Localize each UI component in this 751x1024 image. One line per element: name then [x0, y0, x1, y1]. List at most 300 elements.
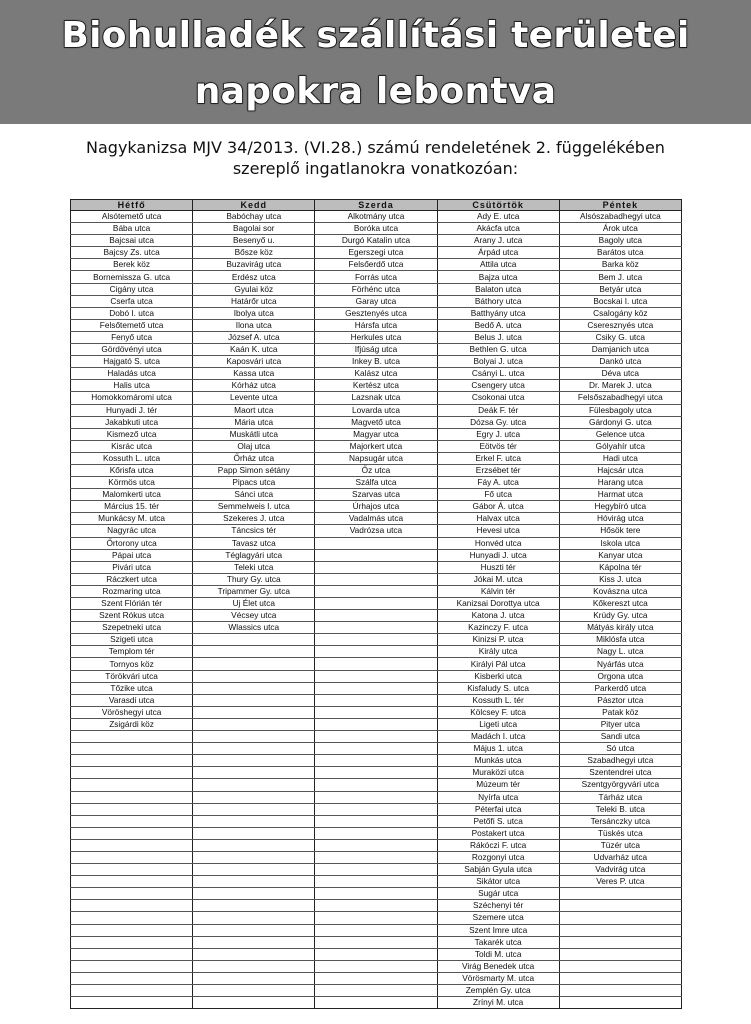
table-row [71, 791, 682, 803]
street-cell-tuesday: Semmelweis I. utca [193, 501, 315, 513]
street-cell-thursday: Kinizsi P. utca [437, 634, 559, 646]
street-cell-tuesday: Kaán K. utca [193, 344, 315, 356]
street-cell-wednesday: Herkules utca [315, 331, 437, 343]
street-cell-tuesday: Papp Simon sétány [193, 464, 315, 476]
street-cell-friday [559, 936, 681, 948]
street-cell-monday [71, 972, 193, 984]
table-row [71, 694, 682, 706]
street-cell-friday: Sandi utca [559, 731, 681, 743]
street-cell-wednesday [315, 851, 437, 863]
street-cell-wednesday: Inkey B. utca [315, 356, 437, 368]
table-row [71, 839, 682, 851]
street-cell-wednesday: Felsőerdő utca [315, 259, 437, 271]
street-cell-thursday: Széchenyi tér [437, 900, 559, 912]
street-cell-tuesday [193, 936, 315, 948]
intro-text-line-2: szereplő ingatlanokra vonatkozóan: [232, 159, 519, 178]
street-cell-thursday: Fő utca [437, 489, 559, 501]
street-cell-thursday: Bajza utca [437, 271, 559, 283]
street-cell-wednesday [315, 658, 437, 670]
street-cell-wednesday: Napsugár utca [315, 452, 437, 464]
street-cell-thursday: Múzeum tér [437, 779, 559, 791]
street-cell-thursday: Szent Imre utca [437, 924, 559, 936]
column-header-monday: Hétfő [71, 200, 193, 211]
street-cell-tuesday: Thury Gy. utca [193, 573, 315, 585]
street-cell-friday: Szabadhegyi utca [559, 755, 681, 767]
street-cell-wednesday [315, 997, 437, 1009]
street-cell-tuesday: Pipacs utca [193, 477, 315, 489]
street-cell-wednesday [315, 537, 437, 549]
street-cell-tuesday: Besenyő u. [193, 235, 315, 247]
street-cell-tuesday: Muskátli utca [193, 428, 315, 440]
street-cell-monday: Felsőtemető utca [71, 319, 193, 331]
table-row [71, 211, 682, 223]
street-cell-wednesday: Vadalmás utca [315, 513, 437, 525]
street-cell-friday: Kanyar utca [559, 549, 681, 561]
street-cell-thursday: Akácfa utca [437, 223, 559, 235]
street-cell-monday: Törökvári utca [71, 670, 193, 682]
street-cell-monday: Szigeti utca [71, 634, 193, 646]
street-cell-tuesday [193, 960, 315, 972]
street-cell-friday: Tüskés utca [559, 827, 681, 839]
street-cell-thursday: Kölcsey F. utca [437, 706, 559, 718]
street-cell-thursday: Király utca [437, 646, 559, 658]
street-cell-thursday: Kanizsai Dorottya utca [437, 598, 559, 610]
street-cell-thursday: Batthyány utca [437, 307, 559, 319]
street-cell-thursday: Balaton utca [437, 283, 559, 295]
table-row [71, 549, 682, 561]
street-cell-wednesday [315, 598, 437, 610]
street-cell-monday: Cigány utca [71, 283, 193, 295]
street-cell-tuesday: Vécsey utca [193, 610, 315, 622]
street-cell-thursday: Május 1. utca [437, 743, 559, 755]
table-row [71, 997, 682, 1009]
street-cell-wednesday [315, 682, 437, 694]
street-cell-wednesday [315, 779, 437, 791]
street-cell-friday: Só utca [559, 743, 681, 755]
table-row [71, 622, 682, 634]
street-cell-tuesday [193, 839, 315, 851]
street-cell-monday [71, 803, 193, 815]
table-row [71, 380, 682, 392]
street-cell-monday [71, 851, 193, 863]
street-cell-friday: Patak köz [559, 706, 681, 718]
street-cell-friday: Parkerdő utca [559, 682, 681, 694]
column-header-friday: Péntek [559, 200, 681, 211]
table-row [71, 827, 682, 839]
street-cell-friday [559, 948, 681, 960]
street-cell-monday [71, 743, 193, 755]
street-cell-thursday: Erkel F. utca [437, 452, 559, 464]
street-cell-friday: Gólyahír utca [559, 440, 681, 452]
street-cell-friday: Iskola utca [559, 537, 681, 549]
street-cell-thursday: Péterfai utca [437, 803, 559, 815]
street-cell-monday: Kossuth L. utca [71, 452, 193, 464]
street-cell-thursday: Ady E. utca [437, 211, 559, 223]
table-row [71, 223, 682, 235]
street-cell-monday: Fenyő utca [71, 331, 193, 343]
street-cell-tuesday: Táncsics tér [193, 525, 315, 537]
street-cell-wednesday: Vadrózsa utca [315, 525, 437, 537]
street-cell-thursday: Jókai M. utca [437, 573, 559, 585]
table-row [71, 428, 682, 440]
street-cell-friday: Bem J. utca [559, 271, 681, 283]
table-row [71, 900, 682, 912]
street-cell-tuesday: Olaj utca [193, 440, 315, 452]
street-cell-thursday: Csányi L. utca [437, 368, 559, 380]
street-cell-tuesday: Uj Élet utca [193, 598, 315, 610]
table-row [71, 464, 682, 476]
street-cell-tuesday: Kórház utca [193, 380, 315, 392]
street-cell-thursday: Eötvös tér [437, 440, 559, 452]
street-cell-tuesday: Kassa utca [193, 368, 315, 380]
street-cell-tuesday: Téglagyári utca [193, 549, 315, 561]
street-cell-tuesday [193, 888, 315, 900]
table-row [71, 779, 682, 791]
street-cell-monday [71, 876, 193, 888]
street-cell-wednesday [315, 839, 437, 851]
street-cell-friday: Dankó utca [559, 356, 681, 368]
table-row [71, 803, 682, 815]
street-cell-tuesday [193, 767, 315, 779]
street-cell-friday: Szentendrei utca [559, 767, 681, 779]
street-cell-friday: Veres P. utca [559, 876, 681, 888]
table-row [71, 864, 682, 876]
street-cell-friday: Orgona utca [559, 670, 681, 682]
street-cell-thursday: Rákóczi F. utca [437, 839, 559, 851]
street-cell-thursday: Hevesi utca [437, 525, 559, 537]
street-cell-monday: Munkácsy M. utca [71, 513, 193, 525]
table-row [71, 295, 682, 307]
street-cell-wednesday [315, 864, 437, 876]
table-row [71, 331, 682, 343]
street-cell-friday: Hősök tere [559, 525, 681, 537]
street-cell-monday: Pivári utca [71, 561, 193, 573]
street-cell-friday: Krúdy Gy. utca [559, 610, 681, 622]
street-cell-tuesday [193, 900, 315, 912]
table-row [71, 513, 682, 525]
street-cell-tuesday [193, 972, 315, 984]
street-cell-tuesday [193, 646, 315, 658]
table-row [71, 477, 682, 489]
page-title-line-1: Biohulladék szállítási területei [61, 15, 690, 56]
street-cell-tuesday: Teleki utca [193, 561, 315, 573]
street-cell-wednesday: Hársfa utca [315, 319, 437, 331]
street-cell-monday [71, 888, 193, 900]
street-cell-wednesday [315, 900, 437, 912]
street-cell-thursday: Bedő A. utca [437, 319, 559, 331]
street-cell-tuesday: József A. utca [193, 331, 315, 343]
street-cell-thursday: Muraközi utca [437, 767, 559, 779]
street-cell-tuesday: Erdész utca [193, 271, 315, 283]
street-cell-monday: Bornemissza G. utca [71, 271, 193, 283]
street-cell-wednesday: Kalász utca [315, 368, 437, 380]
street-cell-tuesday: Bősze köz [193, 247, 315, 259]
street-cell-tuesday [193, 864, 315, 876]
street-cell-friday: Árok utca [559, 223, 681, 235]
street-cell-friday: Pityer utca [559, 718, 681, 730]
street-cell-monday: Dobó I. utca [71, 307, 193, 319]
street-cell-thursday: Csengery utca [437, 380, 559, 392]
table-row [71, 356, 682, 368]
street-cell-friday: Bagoly utca [559, 235, 681, 247]
table-row [71, 525, 682, 537]
street-cell-thursday: Egry J. utca [437, 428, 559, 440]
street-cell-thursday: Sugár utca [437, 888, 559, 900]
street-cell-thursday: Kisfaludy S. utca [437, 682, 559, 694]
street-cell-monday [71, 839, 193, 851]
street-cell-monday: Szent Flórián tér [71, 598, 193, 610]
column-header-tuesday: Kedd [193, 200, 315, 211]
street-cell-friday: Harmat utca [559, 489, 681, 501]
table-row [71, 598, 682, 610]
street-cell-monday: Homokkomáromi utca [71, 392, 193, 404]
street-cell-friday: Kiss J. utca [559, 573, 681, 585]
table-row [71, 972, 682, 984]
table-row [71, 452, 682, 464]
street-cell-monday: Szepetneki utca [71, 622, 193, 634]
street-cell-tuesday [193, 876, 315, 888]
street-cell-thursday: Deák F. tér [437, 404, 559, 416]
street-cell-thursday: Vörösmarty M. utca [437, 972, 559, 984]
table-row [71, 489, 682, 501]
street-cell-tuesday: Wlassics utca [193, 622, 315, 634]
column-header-thursday: Csütörtök [437, 200, 559, 211]
street-cell-thursday: Arany J. utca [437, 235, 559, 247]
table-row [71, 319, 682, 331]
street-cell-friday: Dr. Marek J. utca [559, 380, 681, 392]
table-row [71, 235, 682, 247]
street-cell-tuesday: Szekeres J. utca [193, 513, 315, 525]
street-cell-monday [71, 985, 193, 997]
street-cell-tuesday: Ibolya utca [193, 307, 315, 319]
street-cell-wednesday [315, 622, 437, 634]
street-cell-tuesday [193, 718, 315, 730]
street-cell-tuesday [193, 755, 315, 767]
street-cell-friday: Tárház utca [559, 791, 681, 803]
table-row [71, 416, 682, 428]
street-cell-wednesday: Egerszegi utca [315, 247, 437, 259]
street-cell-monday [71, 755, 193, 767]
street-cell-wednesday: Majorkert utca [315, 440, 437, 452]
street-cell-wednesday: Alkotmány utca [315, 211, 437, 223]
street-cell-friday: Miklósfa utca [559, 634, 681, 646]
street-cell-thursday: Bethlen G. utca [437, 344, 559, 356]
street-cell-wednesday: Ifjúság utca [315, 344, 437, 356]
street-cell-monday: Templom tér [71, 646, 193, 658]
street-cell-tuesday: Tripammer Gy. utca [193, 585, 315, 597]
table-body [71, 211, 682, 1009]
table-row [71, 634, 682, 646]
street-cell-monday: Tornyos köz [71, 658, 193, 670]
street-cell-tuesday: Babóchay utca [193, 211, 315, 223]
street-cell-tuesday [193, 670, 315, 682]
table-row [71, 561, 682, 573]
street-cell-monday: Szent Rókus utca [71, 610, 193, 622]
street-cell-thursday: Petőfi S. utca [437, 815, 559, 827]
table-row [71, 815, 682, 827]
street-cell-wednesday [315, 767, 437, 779]
street-cell-wednesday [315, 731, 437, 743]
table-row [71, 682, 682, 694]
street-cell-friday: Szentgyörgyvári utca [559, 779, 681, 791]
street-cell-tuesday: Gyulai köz [193, 283, 315, 295]
street-cell-wednesday [315, 912, 437, 924]
street-cell-monday: Pápai utca [71, 549, 193, 561]
street-cell-monday: Berek köz [71, 259, 193, 271]
table-row [71, 646, 682, 658]
street-cell-wednesday [315, 743, 437, 755]
street-cell-friday: Tüzér utca [559, 839, 681, 851]
street-cell-monday: Malomkerti utca [71, 489, 193, 501]
street-cell-wednesday [315, 985, 437, 997]
street-cell-friday: Harang utca [559, 477, 681, 489]
street-cell-friday: Gárdonyi G. utca [559, 416, 681, 428]
street-cell-friday: Kápolna tér [559, 561, 681, 573]
street-cell-wednesday [315, 694, 437, 706]
street-cell-friday: Nagy L. utca [559, 646, 681, 658]
street-cell-monday: Hajgató S. utca [71, 356, 193, 368]
street-cell-monday [71, 815, 193, 827]
street-cell-monday [71, 731, 193, 743]
street-cell-friday: Teleki B. utca [559, 803, 681, 815]
street-cell-wednesday [315, 924, 437, 936]
street-cell-friday [559, 900, 681, 912]
street-cell-monday [71, 864, 193, 876]
table-header-row [71, 200, 682, 211]
street-cell-friday: Betyár utca [559, 283, 681, 295]
street-cell-monday [71, 948, 193, 960]
street-cell-monday [71, 997, 193, 1009]
table-row [71, 960, 682, 972]
street-cell-friday: Barka köz [559, 259, 681, 271]
street-cell-friday: Mátyás király utca [559, 622, 681, 634]
street-cell-friday [559, 997, 681, 1009]
street-cell-friday [559, 985, 681, 997]
street-cell-wednesday [315, 827, 437, 839]
street-cell-wednesday [315, 561, 437, 573]
street-cell-thursday: Nyírfa utca [437, 791, 559, 803]
street-cell-monday [71, 912, 193, 924]
street-cell-friday [559, 888, 681, 900]
street-cell-monday: Március 15. tér [71, 501, 193, 513]
street-cell-thursday: Árpád utca [437, 247, 559, 259]
street-cell-wednesday [315, 610, 437, 622]
street-cell-thursday: Kisberki utca [437, 670, 559, 682]
street-cell-wednesday [315, 972, 437, 984]
table-row [71, 585, 682, 597]
street-cell-wednesday: Szarvas utca [315, 489, 437, 501]
table-row [71, 283, 682, 295]
street-cell-friday: Udvarház utca [559, 851, 681, 863]
street-cell-tuesday: Kaposvári utca [193, 356, 315, 368]
street-cell-friday: Csiky G. utca [559, 331, 681, 343]
table-row [71, 670, 682, 682]
table-row [71, 718, 682, 730]
street-cell-thursday: Kossuth L. tér [437, 694, 559, 706]
street-cell-thursday: Postakert utca [437, 827, 559, 839]
street-cell-wednesday: Kertész utca [315, 380, 437, 392]
street-cell-tuesday: Buzavirág utca [193, 259, 315, 271]
street-cell-friday: Tersánczky utca [559, 815, 681, 827]
table-row [71, 924, 682, 936]
street-cell-wednesday [315, 549, 437, 561]
street-cell-wednesday: Forrás utca [315, 271, 437, 283]
street-cell-monday [71, 791, 193, 803]
street-cell-friday: Felsőszabadhegyi utca [559, 392, 681, 404]
street-cell-tuesday [193, 997, 315, 1009]
street-cell-tuesday [193, 731, 315, 743]
table-row [71, 368, 682, 380]
street-cell-wednesday [315, 936, 437, 948]
street-cell-monday: Körmös utca [71, 477, 193, 489]
street-cell-thursday: Halvax utca [437, 513, 559, 525]
street-cell-wednesday: Magyar utca [315, 428, 437, 440]
table-row [71, 501, 682, 513]
street-cell-monday [71, 779, 193, 791]
street-cell-wednesday: Förhénc utca [315, 283, 437, 295]
street-cell-friday: Kőkereszt utca [559, 598, 681, 610]
street-cell-wednesday [315, 960, 437, 972]
street-cell-wednesday: Magvető utca [315, 416, 437, 428]
street-cell-wednesday [315, 876, 437, 888]
street-cell-monday: Haladás utca [71, 368, 193, 380]
street-cell-friday: Hóvirág utca [559, 513, 681, 525]
street-cell-thursday: Belus J. utca [437, 331, 559, 343]
street-cell-wednesday [315, 948, 437, 960]
street-cell-friday [559, 972, 681, 984]
street-cell-wednesday: Szálfa utca [315, 477, 437, 489]
street-cell-tuesday [193, 694, 315, 706]
street-cell-monday: Alsótemető utca [71, 211, 193, 223]
street-cell-monday: Bába utca [71, 223, 193, 235]
street-cell-wednesday: Őz utca [315, 464, 437, 476]
table-row [71, 851, 682, 863]
street-cell-thursday: Katona J. utca [437, 610, 559, 622]
street-cell-tuesday [193, 634, 315, 646]
street-cell-thursday: Sabján Gyula utca [437, 864, 559, 876]
street-cell-tuesday [193, 815, 315, 827]
street-cell-thursday: Báthory utca [437, 295, 559, 307]
table-row [71, 936, 682, 948]
street-cell-tuesday [193, 803, 315, 815]
table-row [71, 706, 682, 718]
street-cell-thursday: Fáy A. utca [437, 477, 559, 489]
street-cell-thursday: Sikátor utca [437, 876, 559, 888]
street-cell-wednesday [315, 803, 437, 815]
table-row [71, 755, 682, 767]
table-row [71, 743, 682, 755]
street-cell-wednesday [315, 815, 437, 827]
street-cell-monday: Gördövényi utca [71, 344, 193, 356]
street-cell-friday: Vadvirág utca [559, 864, 681, 876]
street-cell-friday: Gelence utca [559, 428, 681, 440]
street-cell-thursday: Honvéd utca [437, 537, 559, 549]
street-cell-monday: Kismező utca [71, 428, 193, 440]
table-row [71, 440, 682, 452]
street-cell-tuesday: Tavasz utca [193, 537, 315, 549]
street-cell-wednesday [315, 646, 437, 658]
street-cell-friday: Barátos utca [559, 247, 681, 259]
street-cell-friday: Alsószabadhegyi utca [559, 211, 681, 223]
street-cell-monday: Nagyrác utca [71, 525, 193, 537]
table-row [71, 307, 682, 319]
street-cell-wednesday [315, 634, 437, 646]
street-cell-thursday: Rozgonyi utca [437, 851, 559, 863]
street-cell-thursday: Gábor Á. utca [437, 501, 559, 513]
street-cell-wednesday [315, 706, 437, 718]
table-row [71, 344, 682, 356]
table-row [71, 610, 682, 622]
